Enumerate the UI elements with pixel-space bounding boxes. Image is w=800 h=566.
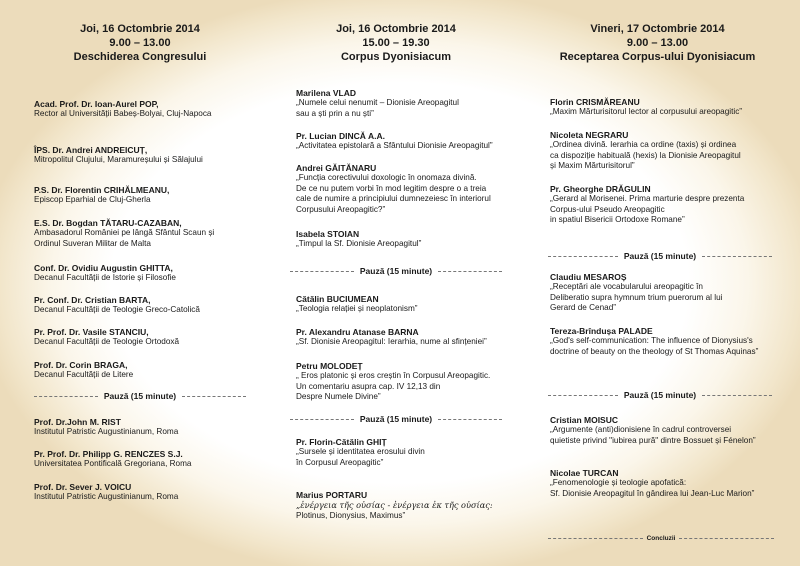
header-time: 9.00 – 13.00 (626, 37, 689, 49)
speaker-entry (34, 263, 176, 284)
speaker-affiliation: Universitatea Pontificală Gregoriana, Roma (34, 459, 192, 469)
speaker-entry (550, 272, 722, 314)
talk-title: Deliberatio supra hymnum trium puerorum al lui (550, 292, 723, 302)
talk-title: și Maxim Mărturisitorul” (550, 161, 635, 171)
speaker-name: Prof. Dr. Sever J. VOICU (34, 482, 132, 492)
conclusions-divider (548, 535, 774, 542)
speaker-entry (34, 449, 191, 470)
talk-title: quietiste privind "iubirea pură" dintre Bossuet și Fénelon” (550, 435, 756, 445)
talk-title: „Funcția corectivului doxologic în onomaza divină. (296, 173, 477, 183)
speaker-name: Andrei GĂITĂNARU (296, 163, 377, 173)
speaker-affiliation: Mitropolitul Clujului, Maramureșului și Sălajului (34, 155, 203, 165)
talk-title: „Argumente (anti)dionisiene în cadrul controversei (550, 425, 732, 435)
speaker-name: ÎPS. Dr. Andrei ANDREICUȚ, (34, 145, 148, 155)
talk-title: „God's self-communication: The influence of Dionysius's (550, 336, 753, 346)
header-date: Joi, 16 Octombrie 2014 (80, 23, 200, 35)
speaker-name: Prof. Dr. Corin BRAGA, (34, 360, 128, 370)
pause-divider (290, 266, 502, 276)
speaker-name: Cătălin BUCIUMEAN (296, 294, 379, 304)
speaker-entry (550, 97, 742, 118)
talk-title: sau a ști prin a nu ști” (296, 108, 374, 118)
pause-divider (290, 414, 502, 424)
talk-title: „Sursele și identitatea erosului divin (296, 447, 425, 457)
header-date: Joi, 16 Octombrie 2014 (336, 23, 456, 35)
speaker-entry (550, 468, 754, 499)
talk-title: „Fenomenologie și teologie apofatică: (550, 478, 687, 488)
speaker-name: Pr. Florin-Cătălin GHIȚ (296, 437, 387, 447)
pause-divider (34, 391, 246, 401)
speaker-name: P.S. Dr. Florentin CRIHĂLMEANU, (34, 185, 170, 195)
speaker-affiliation: Decanul Facultății de Teologie Ortodoxă (34, 337, 180, 347)
day2-morning-header (545, 22, 770, 64)
speaker-name: Marius PORTARU (296, 490, 368, 500)
speaker-affiliation: Ambasadorul României pe lângă Sfântul Scaun și (34, 228, 215, 238)
talk-title: doctrine of beauty on the theology of St Thomas Aquinas” (550, 346, 759, 356)
talk-title: Un comentariu asupra cap. IV 12,13 din (296, 381, 441, 391)
speaker-affiliation: Ordinul Suveran Militar de Malta (34, 238, 151, 248)
speaker-affiliation: Decanul Facultății de Teologie Greco-Catolică (34, 305, 200, 315)
talk-title: Plotinus, Dionysius, Maximus” (296, 510, 406, 520)
speaker-name: Tereza-Brîndușa PALADE (550, 326, 653, 336)
speaker-affiliation: Rector al Universității Babeș-Bolyai, Cluj-Napoca (34, 109, 212, 119)
talk-title: in spatiul Bisericii Ortodoxe Romane” (550, 215, 685, 225)
talk-title: Despre Numele Divine” (296, 392, 381, 402)
speaker-entry (296, 490, 493, 521)
talk-title: „Receptări ale vocabularului areopagitic în (550, 282, 703, 292)
speaker-entry (550, 184, 744, 226)
pause-divider (548, 251, 772, 261)
talk-title: De ce nu putem vorbi în mod legitim despre o a treia (296, 183, 487, 193)
talk-title: „Numele celui nenumit – Dionisie Areopagitul (296, 98, 459, 108)
header-session: Deschiderea Congresului (73, 51, 207, 63)
header-time: 15.00 – 19.30 (362, 37, 430, 49)
speaker-entry (296, 163, 491, 215)
talk-title: „Ordinea divină. Ierarhia ca ordine (taxis) și ordinea (550, 140, 737, 150)
day1-afternoon-header (296, 22, 496, 64)
speaker-name: Pr. Prof. Dr. Vasile STANCIU, (34, 327, 149, 337)
speaker-entry (34, 417, 178, 438)
speaker-entry (296, 229, 421, 250)
speaker-name: Isabela STOIAN (296, 229, 360, 239)
header-date: Vineri, 17 Octombrie 2014 (590, 23, 725, 35)
speaker-entry (550, 326, 758, 357)
speaker-entry (34, 145, 203, 166)
speaker-affiliation: Episcop Eparhial de Cluj-Gherla (34, 195, 151, 205)
speaker-name: Pr. Alexandru Atanase BARNA (296, 327, 419, 337)
talk-title: „Sf. Dionisie Areopagitul: Ierarhia, nume al sfințeniei” (296, 337, 487, 347)
speaker-name: Claudiu MESAROȘ (550, 272, 627, 282)
speaker-entry (296, 361, 490, 403)
header-session: Corpus Dyonisiacum (340, 51, 452, 63)
speaker-entry (34, 295, 200, 316)
speaker-entry (34, 218, 214, 249)
speaker-name: Pr. Conf. Dr. Cristian BARTA, (34, 295, 151, 305)
speaker-name: Conf. Dr. Ovidiu Augustin GHITTA, (34, 263, 173, 273)
speaker-entry (296, 294, 418, 315)
speaker-name: E.S. Dr. Bogdan TĂTARU-CAZABAN, (34, 218, 182, 228)
header-session: Receptarea Corpus-ului Dyonisiacum (559, 51, 756, 63)
talk-title: „Teologia relației și neoplatonism” (296, 304, 418, 314)
talk-title: „Gerard al Morisenei. Prima marturie despre prezenta (550, 194, 745, 204)
speaker-name: Nicoleta NEGRARU (550, 130, 629, 140)
speaker-name: Prof. Dr.John M. RIST (34, 417, 121, 427)
speaker-name: Acad. Prof. Dr. Ioan-Aurel POP, (34, 99, 159, 109)
talk-title: „Maxim Mărturisitorul lector al corpusului areopagitic” (550, 107, 743, 117)
pause-label: Pauză (15 minute) (359, 414, 433, 424)
pause-label: Pauză (15 minute) (103, 391, 177, 401)
speaker-affiliation: Institutul Patristic Augustinianum, Roma (34, 427, 179, 437)
speaker-name: Nicolae TURCAN (550, 468, 619, 478)
speaker-entry (296, 437, 425, 468)
pause-label: Pauză (15 minute) (623, 390, 697, 400)
talk-title-greek: „ἐνέργεια τῆς οὐσίας - ἐνέργεια ἐκ τῆς οὐσίας: (296, 500, 493, 511)
speaker-entry (550, 130, 741, 172)
talk-title: Corpus-ului Pseudo Areopagitic (550, 204, 665, 214)
conclusions-label: Concluzii (646, 535, 676, 542)
header-time: 9.00 – 13.00 (109, 37, 171, 49)
talk-title: în Corpusul Areopagitic” (296, 457, 384, 467)
speaker-name: Florin CRISMĂREANU (550, 97, 640, 107)
speaker-entry (34, 360, 133, 381)
talk-title: „Timpul la Sf. Dionisie Areopagitul” (296, 239, 422, 249)
day1-morning-header (40, 22, 240, 64)
speaker-name: Cristian MOISUC (550, 415, 619, 425)
speaker-name: Pr. Prof. Dr. Philipp G. RENCZES S.J. (34, 449, 183, 459)
pause-label: Pauză (15 minute) (623, 251, 697, 261)
talk-title: Sf. Dionisie Areopagitul în gândirea lui Jean-Luc Marion” (550, 488, 755, 498)
talk-title: ca dispoziție habituală (hexis) la Dionisie Areopagitul (550, 150, 741, 160)
speaker-entry (34, 99, 211, 120)
speaker-name: Pr. Gheorghe DRĂGULIN (550, 184, 651, 194)
speaker-affiliation: Decanul Facultății de Litere (34, 370, 134, 380)
speaker-entry (34, 482, 178, 503)
speaker-entry (296, 88, 459, 119)
pause-label: Pauză (15 minute) (359, 266, 433, 276)
speaker-entry (550, 415, 756, 446)
speaker-affiliation: Decanul Facultății de Istorie și Filosofie (34, 273, 176, 283)
speaker-name: Pr. Lucian DINCĂ A.A. (296, 131, 385, 141)
speaker-affiliation: Institutul Patristic Augustinianum, Roma (34, 492, 179, 502)
speaker-name: Marilena VLAD (296, 88, 356, 98)
talk-title: Gerard de Cenad” (550, 303, 616, 313)
speaker-entry (34, 185, 169, 206)
talk-title: Corpusului Areopagitic?” (296, 204, 386, 214)
pause-divider (548, 390, 772, 400)
speaker-entry (296, 131, 493, 152)
talk-title: cale de numire a principiului dumnezeiesc în interiorul (296, 194, 491, 204)
talk-title: „Activitatea epistolară a Sfântului Dionisie Areopagitul” (296, 141, 493, 151)
speaker-entry (34, 327, 179, 348)
talk-title: „ Eros platonic și eros creștin în Corpusul Areopagitic. (296, 371, 491, 381)
speaker-entry (296, 327, 487, 348)
speaker-name: Petru MOLODEȚ (296, 361, 363, 371)
